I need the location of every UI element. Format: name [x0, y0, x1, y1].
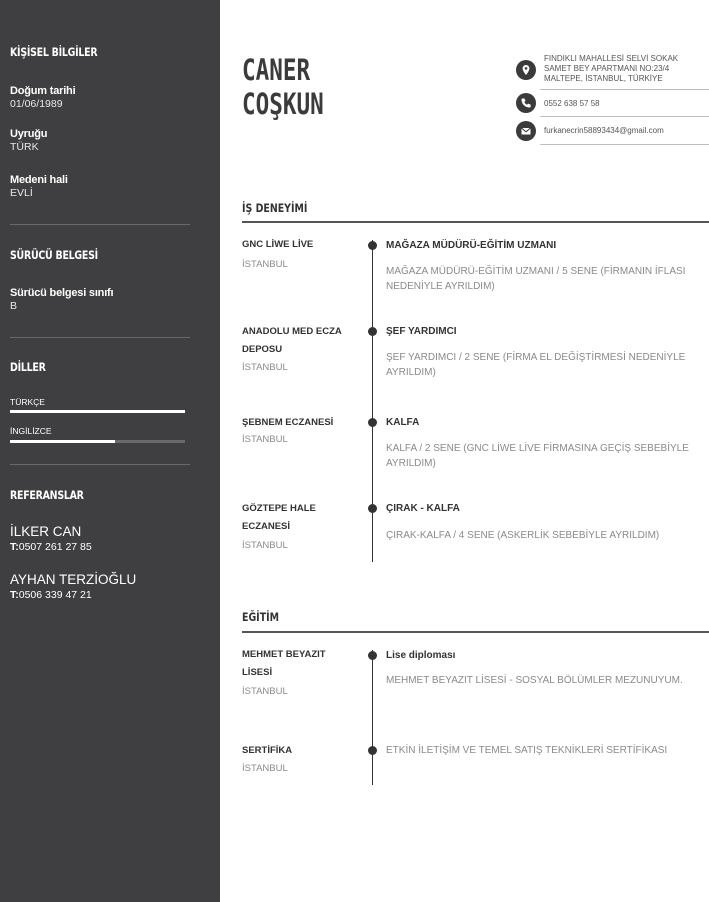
phone-icon: [516, 93, 536, 113]
timeline-line: [372, 650, 373, 785]
experience-role: ÇIRAK - KALFA: [386, 503, 460, 514]
contact-divider: [540, 116, 709, 117]
reference-item: [10, 524, 92, 553]
timeline-line: [372, 240, 373, 562]
education-city: İSTANBUL: [242, 763, 288, 774]
reference-phone: [10, 589, 136, 601]
experience-desc: ŞEF YARDIMCI / 2 SENE (FİRMA EL DEĞİŞTİRMESİ NEDENİYLE AYRILDIM): [386, 352, 686, 378]
address-line: FINDIKLI MAHALLESİ SELVİ SOKAK: [544, 54, 679, 63]
contact-divider: [540, 89, 709, 90]
timeline-dot: [368, 651, 377, 660]
phone: 0552 638 57 58: [544, 99, 600, 108]
language-name: İNGİLİZCE: [10, 426, 52, 436]
experience-heading: İŞ DENEYİMİ: [242, 201, 308, 215]
address-line: SAMET BEY APARTMANI NO:23/4: [544, 64, 670, 73]
mail-icon: [516, 121, 536, 141]
experience-role: KALFA: [386, 417, 420, 428]
education-desc: ETKİN İLETİŞİM VE TEMEL SATIŞ TEKNİKLERİ SERTİFİKASI: [386, 745, 668, 756]
experience-desc: ÇIRAK-KALFA / 4 SENE (ASKERLİK SEBEBİYLE AYRILDIM): [386, 530, 660, 541]
section-divider: [242, 221, 709, 223]
marital-status-label: Medeni hali: [10, 174, 68, 186]
experience-city: İSTANBUL: [242, 362, 288, 373]
phone-prefix: T:: [10, 541, 19, 553]
experience-org: GNC LİWE LİVE: [242, 239, 314, 250]
sidebar-divider: [10, 337, 190, 338]
reference-name: İLKER CAN: [10, 524, 82, 539]
timeline-dot: [368, 504, 377, 513]
language-level-bar: [10, 440, 185, 443]
marital-status-value: EVLİ: [10, 187, 33, 199]
languages-heading: DİLLER: [10, 360, 46, 374]
education-desc: MEHMET BEYAZIT LİSESİ - SOSYAL BÖLÜMLER MEZUNUYUM.: [386, 675, 683, 686]
education-role: Lise diploması: [386, 650, 456, 661]
education-org: SERTİFİKA: [242, 745, 293, 756]
experience-org: GÖZTEPE HALE ECZANESİ: [242, 503, 316, 532]
timeline-dot: [368, 241, 377, 250]
address: [544, 54, 678, 84]
timeline-dot: [368, 418, 377, 427]
education-org: MEHMET BEYAZIT LİSESİ: [242, 649, 326, 678]
education-heading: EĞİTİM: [242, 610, 280, 624]
nationality-field: [10, 128, 47, 153]
experience-city: İSTANBUL: [242, 259, 288, 270]
language-name: TÜRKÇE: [10, 397, 45, 407]
reference-phone: [10, 541, 92, 553]
sidebar: [0, 0, 220, 902]
experience-role: MAĞAZA MÜDÜRÜ-EĞİTİM UZMANI: [386, 240, 557, 251]
marital-status-field: [10, 174, 68, 199]
address-line: MALTEPE, İSTANBUL, TÜRKİYE: [544, 74, 663, 83]
language-level-bar: [10, 410, 185, 413]
license-field: [10, 287, 113, 312]
experience-role: ŞEF YARDIMCI: [386, 326, 457, 337]
language-level-fill: [10, 410, 185, 413]
education-city: İSTANBUL: [242, 686, 288, 697]
references-heading: REFERANSLAR: [10, 488, 84, 502]
birth-date-field: [10, 85, 75, 110]
first-name: CANER: [242, 53, 311, 87]
experience-city: İSTANBUL: [242, 540, 288, 551]
personal-info-heading: KİŞİSEL BİLGİLER: [10, 45, 98, 59]
birth-date-label: Doğum tarihi: [10, 85, 76, 97]
experience-city: İSTANBUL: [242, 434, 288, 445]
email[interactable]: furkanecrin58893434@gmail.com: [544, 126, 664, 135]
phone-prefix: T:: [10, 589, 19, 601]
reference-name: AYHAN TERZİOĞLU: [10, 572, 137, 587]
last-name: COŞKUN: [242, 87, 324, 121]
section-divider: [242, 631, 709, 633]
experience-desc: MAĞAZA MÜDÜRÜ-EĞİTİM UZMANI / 5 SENE (FİRMANIN İFLASI NEDENİYLE AYRILDIM): [386, 266, 686, 292]
nationality-label: Uyruğu: [10, 128, 48, 140]
sidebar-divider: [10, 464, 190, 465]
language-level-fill: [10, 440, 115, 443]
contact-divider: [540, 144, 709, 145]
nationality-value: TÜRK: [10, 141, 39, 153]
phone-number: 0506 339 47 21: [18, 589, 92, 601]
experience-org: ANADOLU MED ECZA DEPOSU: [242, 326, 342, 355]
sidebar-divider: [10, 224, 190, 225]
location-icon: [516, 60, 536, 80]
reference-item: [10, 572, 136, 601]
license-label: Sürücü belgesi sınıfı: [10, 287, 114, 299]
phone-number: 0507 261 27 85: [18, 541, 92, 553]
experience-org: ŞEBNEM ECZANESİ: [242, 417, 334, 428]
timeline-dot: [368, 746, 377, 755]
license-heading: SÜRÜCÜ BELGESİ: [10, 248, 98, 262]
license-value: B: [10, 300, 18, 312]
experience-desc: KALFA / 2 SENE (GNC LİWE LİVE FİRMASINA GEÇİŞ SEBEBİYLE AYRILDIM): [386, 443, 689, 469]
birth-date-value: 01/06/1989: [10, 98, 63, 110]
timeline-dot: [368, 327, 377, 336]
